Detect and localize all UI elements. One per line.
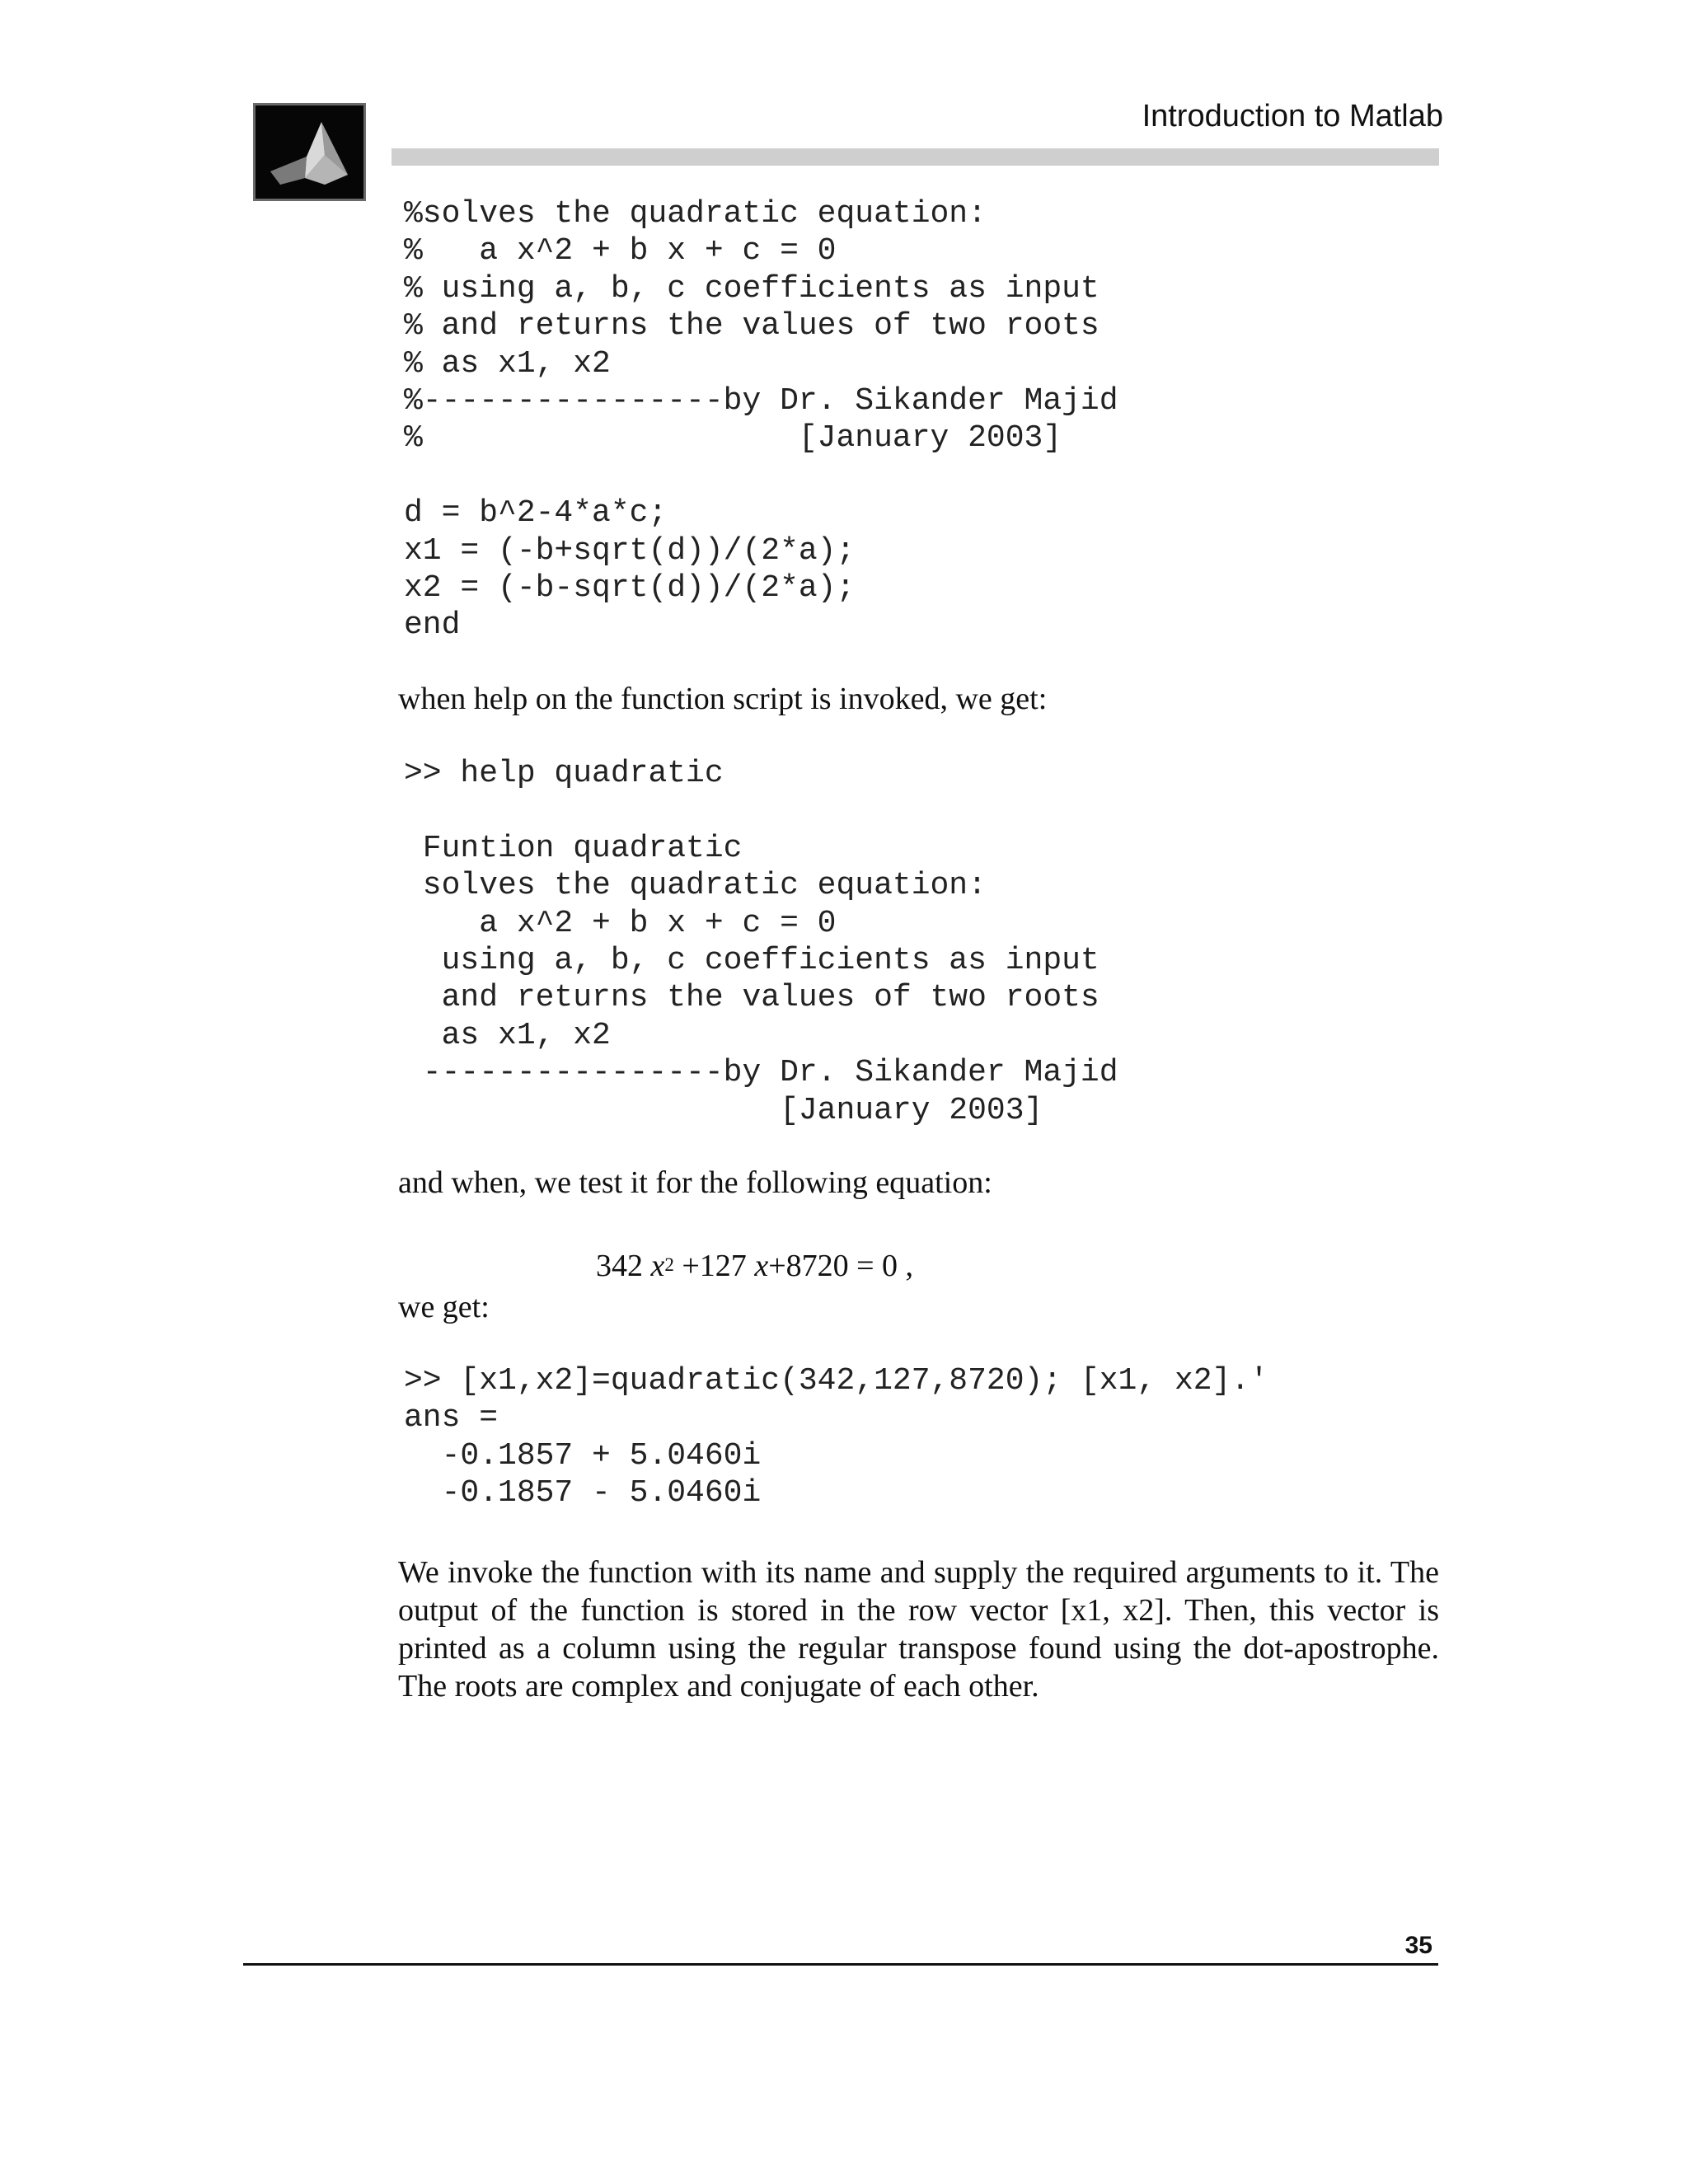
paragraph-explanation: We invoke the function with its name and supply the required arguments to it. The output of the function is stored in the row vector [x1, x2]. Then, this vector is printed as a column using the regular transpose found using the dot-apostrophe. The roots are complex and conjugate of each other. xyxy=(398,1555,1439,1704)
equation-coef-b: +127 xyxy=(682,1249,747,1283)
membrane-surface-icon xyxy=(256,105,363,199)
code-block-test-output: >> [x1,x2]=quadratic(342,127,8720); [x1, x2].' ans = -0.1857 + 5.0460i -0.1857 - 5.0460i xyxy=(404,1363,1268,1511)
paragraph-help-intro: when help on the function script is invoked, we get: xyxy=(398,682,1048,716)
paragraph-we-get: we get: xyxy=(398,1290,490,1324)
equation-coef-a: 342 xyxy=(596,1249,643,1283)
matlab-logo-icon xyxy=(253,103,366,201)
page-number: 35 xyxy=(1404,1932,1432,1959)
equation-variable: x xyxy=(650,1249,665,1283)
equation-variable-2: x xyxy=(754,1249,769,1283)
equation-rhs: = 0 , xyxy=(856,1249,914,1283)
page-header-title: Introduction to Matlab xyxy=(1142,99,1443,134)
equation-exponent: 2 xyxy=(664,1254,674,1275)
code-block-help-output: >> help quadratic Funtion quadratic solves the quadratic equation: a x^2 + b x + c = 0 using a, b, c coefficients as input and returns the values of two roots as x1, x2 ----------------by Dr. Sikander Majid [January 2003] xyxy=(404,756,1118,1128)
footer-rule xyxy=(243,1963,1438,1966)
paragraph-test-intro: and when, we test it for the following equation: xyxy=(398,1165,992,1200)
code-block-function-source: %solves the quadratic equation: % a x^2 + b x + c = 0 % using a, b, c coefficients as input % and returns the values of two roots % as x1, x2 %----------------by Dr. Sikander Majid % [January 2003] d = b^2-4*a*c; x1 = (-b+sqrt(d))/(2*a); x2 = (-b-sqrt(d))/(2*a); end xyxy=(404,196,1118,644)
equation-constant: +8720 xyxy=(768,1249,849,1283)
quadratic-equation xyxy=(596,1248,913,1284)
header-bar xyxy=(392,148,1439,166)
